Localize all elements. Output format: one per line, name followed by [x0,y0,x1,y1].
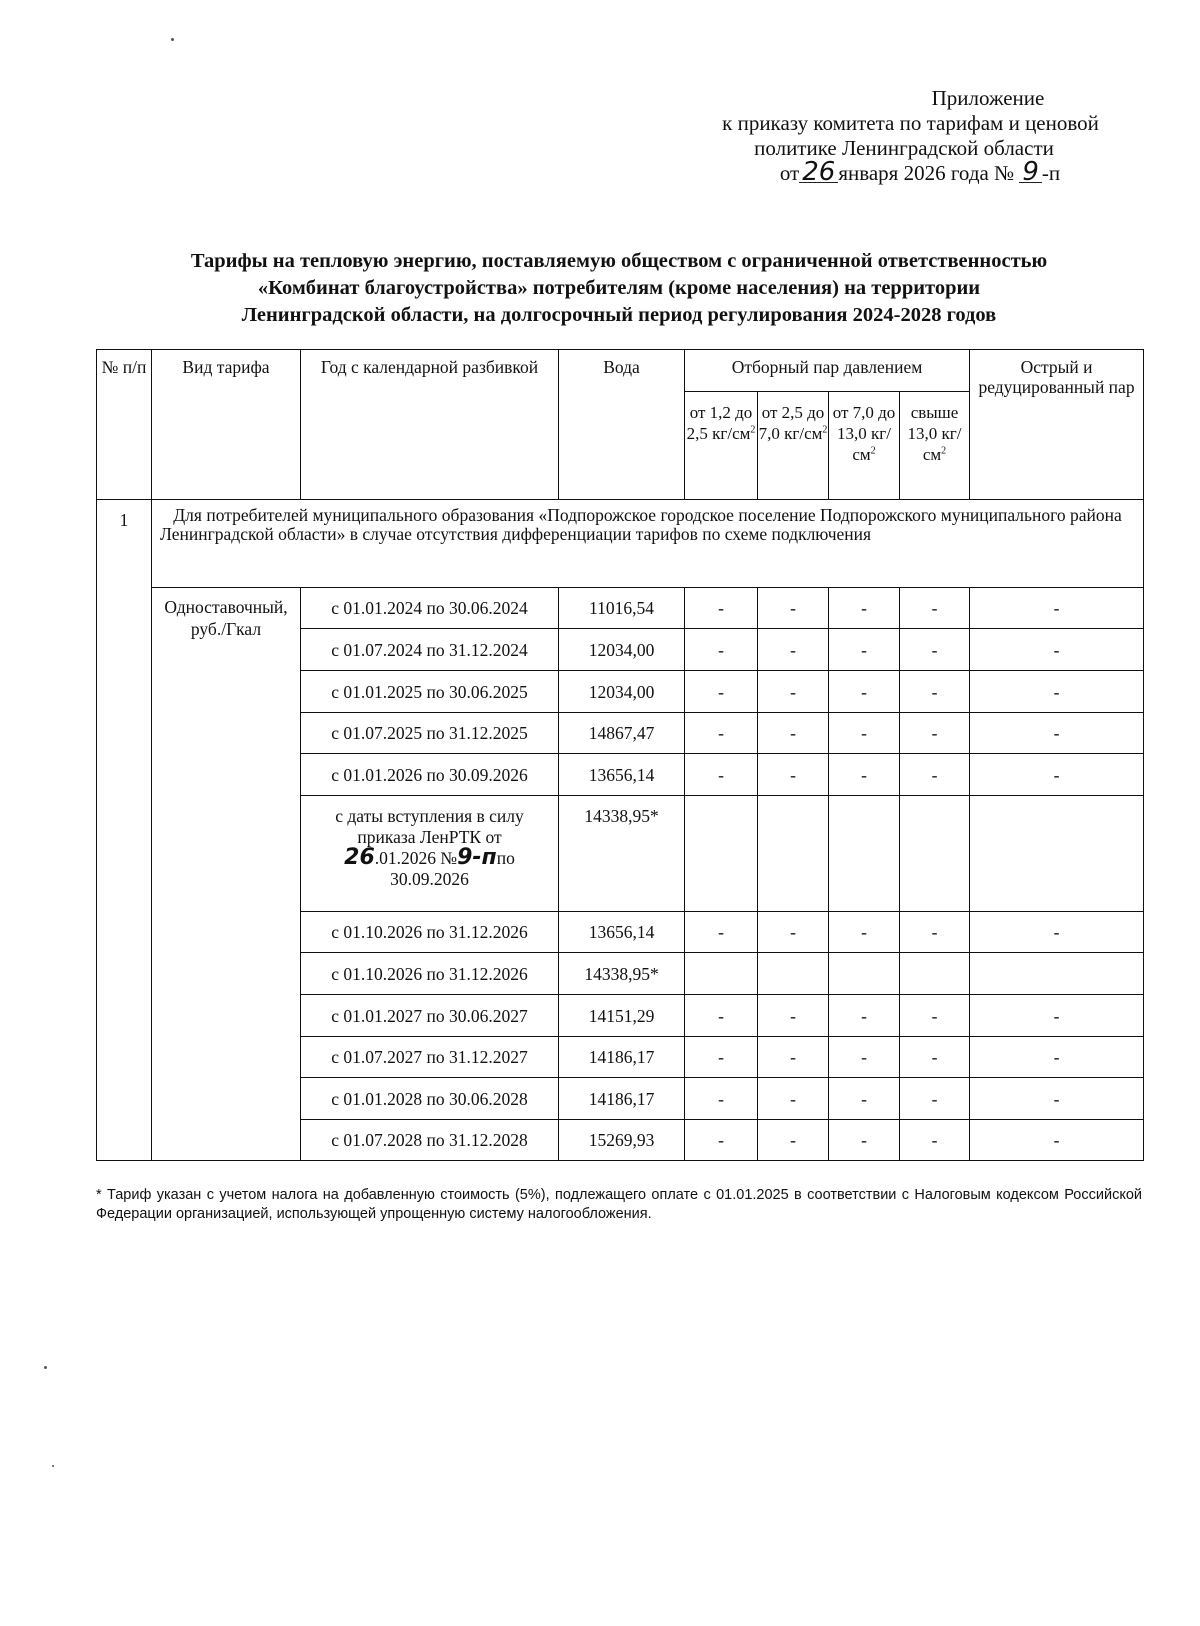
dash-cell: - [829,912,900,953]
dash-cell: - [900,995,970,1037]
dash-cell: - [829,629,900,671]
header-steam-2 [758,392,829,500]
dash-cell: - [829,1120,900,1161]
date-prefix: от [779,161,800,185]
header-steam-1-sup: 2 [750,424,756,436]
header-sharp-steam: Острый и редуцированный пар [970,350,1144,500]
empty-cell [685,953,758,995]
title-line-3: Ленинградской области, на долгосрочный период регулирования 2024-2028 годов [241,304,997,326]
handwritten-day: 26 [344,845,375,870]
dash-cell: - [970,1037,1144,1078]
dash-cell: - [685,671,758,713]
header-year: Год с календарной разбивкой [301,350,559,500]
water-value: 14338,95* [559,796,685,912]
empty-cell [758,796,829,912]
dash-cell: - [758,588,829,629]
dash-cell: - [685,1078,758,1120]
dash-cell: - [970,1120,1144,1161]
header-num: № п/п [97,350,152,500]
scan-speck [44,1366,47,1369]
appendix-line-3: политике Ленинградской области [754,136,1054,160]
handwritten-order-number: 9 [1019,162,1042,183]
appendix-line-1: Приложение [931,86,1045,110]
title-line-1: Тарифы на тепловую энергию, поставляемую обществом с ограниченной ответственностью [190,250,1048,272]
water-value: 13656,14 [559,754,685,796]
tariff-table [96,349,1144,1161]
header-steam-group: Отборный пар давлением [685,350,970,392]
handwritten-day: 26 [799,162,838,183]
period-cell: с 01.10.2026 по 31.12.2026 [301,953,559,995]
dash-cell: - [970,671,1144,713]
dash-cell: - [829,1078,900,1120]
dash-cell: - [685,1037,758,1078]
period-cell: с 01.07.2024 по 31.12.2024 [301,629,559,671]
handwritten-order-number: 9-п [457,845,497,870]
dash-cell: - [758,754,829,796]
dash-cell: - [970,995,1144,1037]
dash-cell: - [970,1078,1144,1120]
empty-cell [970,796,1144,912]
title-line-2: «Комбинат благоустройства» потребителям (кроме населения) на территории [257,277,981,299]
period-cell: с 01.01.2026 по 30.09.2026 [301,754,559,796]
dash-cell: - [758,671,829,713]
appendix-date-line [640,157,1200,187]
period-cell: с 01.07.2027 по 31.12.2027 [301,1037,559,1078]
period-cell: с 01.01.2027 по 30.06.2027 [301,995,559,1037]
dash-cell: - [900,912,970,953]
special-period-after: по [496,848,515,868]
header-steam-4-sup: 2 [941,445,947,457]
dash-cell: - [685,713,758,754]
header-steam-4-label: свыше 13,0 кг/см [907,403,962,464]
water-value: 12034,00 [559,629,685,671]
table-row [97,588,1144,629]
water-value: 14151,29 [559,995,685,1037]
water-value: 14186,17 [559,1037,685,1078]
water-value: 12034,00 [559,671,685,713]
dash-cell: - [900,1078,970,1120]
period-cell: с 01.01.2024 по 30.06.2024 [301,588,559,629]
water-value: 11016,54 [559,588,685,629]
scan-speck [52,1465,54,1467]
tariff-kind: Одноставочный, руб./Гкал [152,588,301,1161]
period-cell: с 01.10.2026 по 31.12.2026 [301,912,559,953]
dash-cell: - [900,588,970,629]
dash-cell: - [829,713,900,754]
dash-cell: - [758,629,829,671]
header-steam-1-label: от 1,2 до 2,5 кг/см [686,403,753,443]
dash-cell: - [900,713,970,754]
appendix-header [600,86,1200,186]
dash-cell: - [829,588,900,629]
special-period-line-3 [301,845,558,870]
water-value: 14867,47 [559,713,685,754]
special-period-line-1: с даты вступления в силу [335,806,524,826]
dash-cell: - [685,588,758,629]
header-steam-3-label: от 7,0 до 13,0 кг/см [832,403,896,464]
dash-cell: - [970,588,1144,629]
header-steam-2-label: от 2,5 до 7,0 кг/см [758,403,825,443]
special-period-line-4: 30.09.2026 [390,869,469,889]
empty-cell [758,953,829,995]
order-suffix: -п [1041,161,1061,185]
empty-cell [900,953,970,995]
header-steam-3 [829,392,900,500]
dash-cell: - [758,713,829,754]
dash-cell: - [900,671,970,713]
dash-cell: - [758,1037,829,1078]
document-title [96,248,1142,329]
header-steam-2-sup: 2 [822,424,828,436]
dash-cell: - [970,629,1144,671]
footnote: * Тариф указан с учетом налога на добавленную стоимость (5%), подлежащего оплате с 01.01.2025 в соответствии с Налоговым кодексом Российской Федерации организацией, использующей упрощенную систему налогообложения. [96,1187,1142,1222]
dash-cell: - [970,754,1144,796]
dash-cell: - [900,1120,970,1161]
empty-cell [829,953,900,995]
dash-cell: - [685,1120,758,1161]
section-description: Для потребителей муниципального образования «Подпорожское городское поселение Подпорожского муниципального района Ленинградской области» в случае отсутствия дифференциации тарифов по схеме подключения [152,500,1144,588]
empty-cell [970,953,1144,995]
special-period-line-2: приказа ЛенРТК от [357,827,502,847]
dash-cell: - [685,995,758,1037]
dash-cell: - [970,713,1144,754]
header-steam-4 [900,392,970,500]
dash-cell: - [685,629,758,671]
dash-cell: - [900,1037,970,1078]
period-special [301,796,559,912]
dash-cell: - [758,1078,829,1120]
dash-cell: - [758,1120,829,1161]
water-value: 13656,14 [559,912,685,953]
dash-cell: - [900,629,970,671]
dash-cell: - [685,754,758,796]
date-middle: января 2026 года № [838,161,1015,185]
period-cell: с 01.01.2025 по 30.06.2025 [301,671,559,713]
dash-cell: - [758,912,829,953]
dash-cell: - [900,754,970,796]
dash-cell: - [685,912,758,953]
header-water: Вода [559,350,685,500]
water-value: 15269,93 [559,1120,685,1161]
section-row [97,500,1144,588]
period-cell: с 01.07.2028 по 31.12.2028 [301,1120,559,1161]
appendix-line-2: к приказу комитета по тарифам и ценовой [722,111,1099,135]
empty-cell [900,796,970,912]
header-steam-1 [685,392,758,500]
header-kind: Вид тарифа [152,350,301,500]
empty-cell [829,796,900,912]
water-value: 14338,95* [559,953,685,995]
dash-cell: - [829,1037,900,1078]
dash-cell: - [758,995,829,1037]
period-cell: с 01.07.2025 по 31.12.2025 [301,713,559,754]
special-period-mid: .01.2026 № [374,848,458,868]
section-number: 1 [97,500,152,1161]
dash-cell: - [970,912,1144,953]
dash-cell: - [829,671,900,713]
scan-speck [171,38,174,41]
water-value: 14186,17 [559,1078,685,1120]
empty-cell [685,796,758,912]
period-cell: с 01.01.2028 по 30.06.2028 [301,1078,559,1120]
header-row-1 [97,350,1144,392]
header-steam-3-sup: 2 [870,445,876,457]
dash-cell: - [829,754,900,796]
dash-cell: - [829,995,900,1037]
